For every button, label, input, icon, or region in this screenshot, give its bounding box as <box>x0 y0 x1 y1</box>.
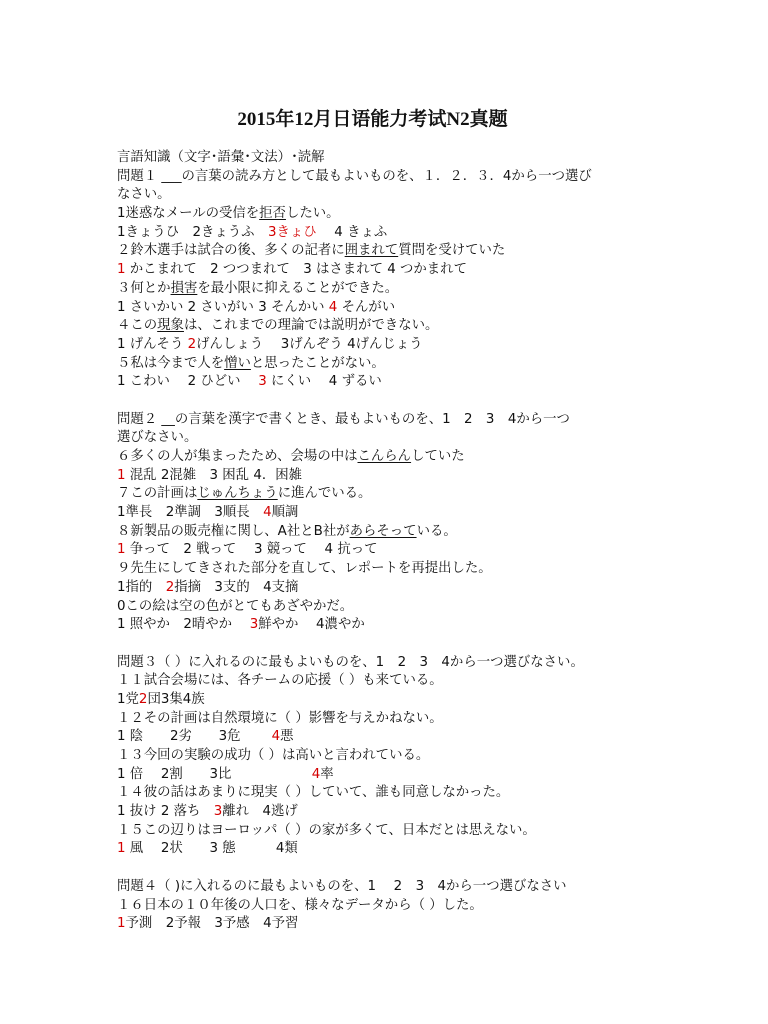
option-text: 風 2状 3 態 4類 <box>125 841 298 857</box>
answer-mark: 2 <box>187 336 197 352</box>
option-text: かこまれて 2 つつまれて 3 はさまれて 4 つかまれて <box>125 262 467 278</box>
target-word: あらそって <box>349 523 417 539</box>
option-text: 順調 <box>271 505 299 521</box>
mondai1-instruction-line1: 問題１ ___の言葉の読み方として最もよいものを、１．２．３．4から一つ選び <box>117 168 592 184</box>
question-9: ９先生にしてきされた部分を直して、レポートを再提出した。 <box>117 561 492 577</box>
option-text: げんしょう 3げんぞう 4げんじょう <box>196 336 423 352</box>
question-text: と思ったことがない。 <box>250 355 385 371</box>
mondai1-instruction-line2: なさい。 <box>117 187 171 203</box>
option-text: 予測 2予報 3予感 4予習 <box>125 916 299 932</box>
answer-mark: 4 <box>271 729 281 745</box>
question-2 <box>117 242 708 261</box>
question-text: 1迷惑なメールの受信を <box>117 206 260 222</box>
option-text: 1党 <box>117 691 139 707</box>
mondai4-instruction: 問題４（ )に入れるのに最もよいものを、1 2 3 4から一つ選びなさい <box>117 878 567 894</box>
question-11-options <box>117 691 708 710</box>
answer-mark: 4 <box>263 505 272 521</box>
option-text: 悪 <box>280 729 294 745</box>
answer-mark: 4 <box>311 766 321 782</box>
option-text: 1 照やか 2晴やか <box>117 617 250 633</box>
option-text: 指摘 3支的 4支摘 <box>174 579 299 595</box>
question-10-options <box>117 616 708 635</box>
spacer <box>117 635 708 654</box>
mondai3-instruction: 問題３（ ）に入れるのに最もよいものを、1 2 3 4から一つ選びなさい。 <box>117 654 584 670</box>
answer-mark: 1 <box>117 467 126 483</box>
answer-mark: 3 <box>249 617 259 633</box>
question-14: １４彼の話はあまりに現実（ ）していて、誰も同意しなかった。 <box>117 785 510 801</box>
question-2-options <box>117 261 708 280</box>
question-text: は、これまでの理論では説明ができない。 <box>183 318 439 334</box>
answer-mark: 2 <box>165 579 175 595</box>
answer-mark: 1 <box>117 262 126 278</box>
answer-mark: 3 <box>258 374 267 390</box>
question-text: ６多くの人が集まったため、会場の中は <box>117 449 358 464</box>
mondai2-instruction-line1: 問題２ __の言葉を漢字で書くとき、最もよいものを、1 2 3 4から一つ <box>117 411 570 427</box>
question-text: したい。 <box>285 206 340 222</box>
answer-mark: 1 <box>117 916 126 932</box>
option-text: そんがい <box>337 299 396 315</box>
question-1 <box>117 205 708 224</box>
question-7 <box>117 485 708 504</box>
question-13-options <box>117 766 708 785</box>
question-text: ４この <box>117 318 158 334</box>
answer-mark: 3 <box>213 804 223 820</box>
question-6 <box>117 448 708 467</box>
answer-mark: 1 <box>117 841 126 857</box>
question-text: ５私は今まで人を <box>117 355 225 371</box>
option-text: 1指的 <box>117 579 166 595</box>
question-16-options <box>117 915 708 934</box>
section-title: 言語知識（文字･語彙･文法）･読解 <box>117 150 325 165</box>
target-word: 拒否 <box>259 206 286 222</box>
question-text: ３何とか <box>117 280 171 296</box>
option-text: 1 さいかい 2 さいがい 3 そんかい <box>117 299 329 315</box>
spacer <box>117 392 708 411</box>
question-6-options <box>117 467 708 486</box>
option-text: 率 <box>320 766 334 782</box>
question-9-options <box>117 579 708 598</box>
question-14-options <box>117 803 708 822</box>
option-text: 団3集4族 <box>147 691 205 707</box>
question-4-options <box>117 336 708 355</box>
question-3 <box>117 280 708 299</box>
answer-mark: 4 <box>328 299 338 315</box>
question-text: ８新製品の販売権に関し、A社とB社が <box>117 523 350 539</box>
option-text: 1 こわい 2 ひどい <box>117 374 259 390</box>
option-text: 1 陰 2劣 3危 <box>117 729 272 745</box>
question-text: ７この計画は <box>117 486 198 502</box>
question-7-options <box>117 504 708 523</box>
option-text: 混乱 2混雑 3 困乱 4．困雑 <box>125 467 303 483</box>
question-10: 0この絵は空の色がとてもあざやかだ。 <box>117 598 354 614</box>
question-text: していた <box>411 449 465 464</box>
option-text: にくい 4 ずるい <box>266 374 382 390</box>
option-text: 1準長 2準調 3順長 <box>117 505 264 521</box>
answer-mark: 3きょひ <box>267 224 317 240</box>
question-16: １６日本の１０年後の人口を、様々なデータから（ ）した。 <box>117 897 483 913</box>
question-text: いる。 <box>416 523 457 539</box>
question-1-options <box>117 224 708 243</box>
spacer <box>117 859 708 878</box>
question-3-options <box>117 299 708 318</box>
question-8-options <box>117 541 708 560</box>
answer-mark: 1 <box>117 542 126 558</box>
target-word: 憎い <box>224 355 251 371</box>
question-text: ２鈴木選手は試合の後、多くの記者に <box>117 243 345 259</box>
question-12-options <box>117 728 708 747</box>
document-body <box>117 149 708 934</box>
option-text: 争って 2 戦って 3 競って 4 抗って <box>125 542 378 558</box>
target-word: じゅんちょう <box>197 486 278 502</box>
question-5-options <box>117 373 708 392</box>
option-text: 1きょうひ 2きょうふ <box>117 224 268 240</box>
question-12: １２その計画は自然環境に（ ）影響を与えかねない。 <box>117 710 443 726</box>
question-4 <box>117 317 708 336</box>
question-text: を最小限に抑えることができた。 <box>197 280 399 296</box>
question-text: 質問を受けていた <box>398 243 506 259</box>
option-text: 1 倍 2割 3比 <box>117 766 312 782</box>
question-15: １５この辺りはヨーロッパ（ ）の家が多くて、日本だとは思えない。 <box>117 822 536 838</box>
option-text: 1 げんそう <box>117 336 188 352</box>
answer-mark: 2 <box>138 691 148 707</box>
target-word: 損害 <box>170 280 198 296</box>
target-word: 囲まれて <box>344 243 399 259</box>
document-title: 2015年12月日语能力考试N2真题 <box>237 109 508 130</box>
option-text: 鮮やか 4濃やか <box>258 617 365 633</box>
target-word: 現象 <box>157 318 184 334</box>
question-8 <box>117 523 708 542</box>
question-13: １３今回の実験の成功（ ）は高いと言われている。 <box>117 748 430 763</box>
option-text: 4 きょふ <box>316 224 388 240</box>
question-text: に進んでいる。 <box>277 486 372 502</box>
option-text: 1 抜け 2 落ち <box>117 804 214 820</box>
mondai2-instruction-line2: 選びなさい。 <box>117 430 198 446</box>
question-5 <box>117 355 708 374</box>
question-15-options <box>117 840 708 859</box>
question-11: １１試合会場には、各チームの応援（ ）も来ている。 <box>117 673 443 689</box>
option-text: 離れ 4逃げ <box>222 804 298 820</box>
target-word: こんらん <box>357 449 412 464</box>
